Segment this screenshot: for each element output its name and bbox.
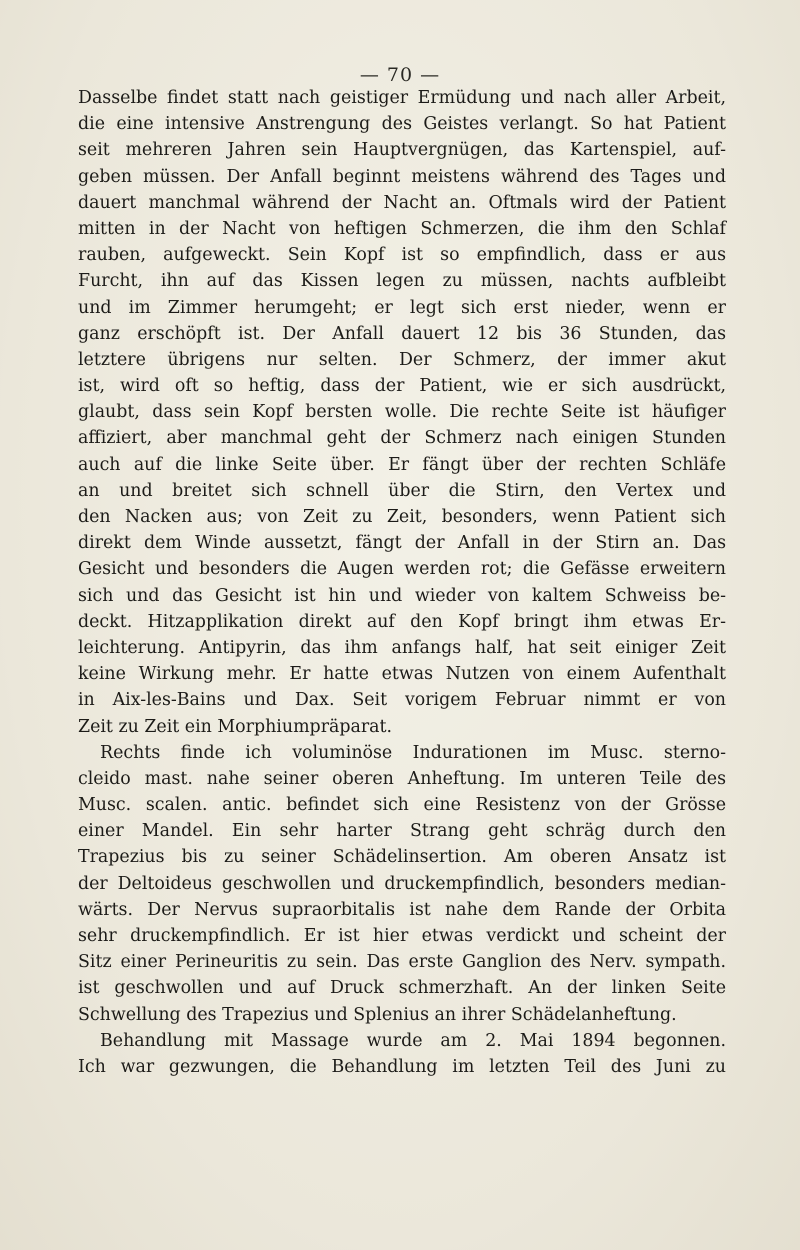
text-line: wärts. Der Nervus supraorbitalis ist nahe dem Rande der Orbita [78, 899, 726, 920]
text-line: ganz erschöpft ist. Der Anfall dauert 12 bis 36 Stunden, das [78, 323, 726, 344]
text-line: und im Zimmer herumgeht; er legt sich erst nieder, wenn er [78, 297, 726, 318]
text-line: leichterung. Antipyrin, das ihm anfangs half, hat seit einiger Zeit [78, 637, 726, 658]
text-line: den Nacken aus; von Zeit zu Zeit, besonders, wenn Patient sich [78, 507, 726, 527]
text-line: Sitz einer Perineuritis zu sein. Das erste Ganglion des Nerv. sympath. [78, 952, 726, 973]
text-line: sehr druckempfindlich. Er ist hier etwas verdickt und scheint der [78, 926, 726, 946]
text-line: direkt dem Winde aussetzt, fängt der Anfall in der Stirn an. Das [78, 533, 726, 554]
text-line: deckt. Hitzapplikation direkt auf den Kopf bringt ihm etwas Er- [78, 611, 726, 632]
body-text [78, 85, 726, 1080]
text-line: Ich war gezwungen, die Behandlung im letzten Teil des Juni zu [78, 1056, 726, 1077]
text-line: an und breitet sich schnell über die Stirn, den Vertex und [78, 480, 726, 501]
text-line: Trapezius bis zu seiner Schädelinsertion. Am oberen Ansatz ist [78, 847, 726, 868]
text-line: mitten in der Nacht von heftigen Schmerzen, die ihm den Schlaf [78, 218, 726, 239]
text-line: cleido mast. nahe seiner oberen Anheftung. Im unteren Teile des [78, 768, 726, 789]
text-line: Schwellung des Trapezius und Splenius an ihrer Schädelanheftung. [78, 1004, 677, 1025]
text-line: der Deltoideus geschwollen und druckempfindlich, besonders median- [78, 873, 726, 894]
text-line: Zeit zu Zeit ein Morphiumpräparat. [78, 716, 393, 737]
text-line: auch auf die linke Seite über. Er fängt über der rechten Schläfe [78, 454, 726, 475]
page-number: — 70 — [359, 64, 441, 86]
text-line: Dasselbe findet statt nach geistiger Ermüdung und nach aller Arbeit, [78, 88, 726, 108]
text-line: Musc. scalen. antic. befindet sich eine Resistenz von der Grösse [78, 795, 726, 816]
text-line: die eine intensive Anstrengung des Geistes verlangt. So hat Patient [78, 114, 726, 135]
text-line: rauben, aufgeweckt. Sein Kopf ist so empfindlich, dass er aus [78, 245, 726, 266]
text-line: ist, wird oft so heftig, dass der Patient, wie er sich ausdrückt, [78, 376, 726, 397]
text-line: geben müssen. Der Anfall beginnt meistens während des Tages und [78, 166, 726, 187]
text-line: in Aix-les-Bains und Dax. Seit vorigem Februar nimmt er von [78, 690, 726, 711]
text-line: Gesicht und besonders die Augen werden rot; die Gefässe erweitern [78, 559, 726, 580]
text-line: seit mehreren Jahren sein Hauptvergnügen, das Kartenspiel, auf- [78, 140, 726, 161]
text-line: einer Mandel. Ein sehr harter Strang geht schräg durch den [78, 821, 726, 842]
text-line: ist geschwollen und auf Druck schmerzhaft. An der linken Seite [78, 978, 726, 999]
text-line: letztere übrigens nur selten. Der Schmerz, der immer akut [78, 349, 726, 370]
text-line: dauert manchmal während der Nacht an. Oftmals wird der Patient [78, 192, 726, 213]
text-line: Rechts finde ich voluminöse Indurationen im Musc. sterno- [100, 742, 726, 763]
text-line: keine Wirkung mehr. Er hatte etwas Nutzen von einem Aufenthalt [78, 664, 726, 685]
text-line: Behandlung mit Massage wurde am 2. Mai 1894 begonnen. [100, 1030, 726, 1051]
text-line: Furcht, ihn auf das Kissen legen zu müssen, nachts aufbleibt [78, 271, 726, 292]
text-line: affiziert, aber manchmal geht der Schmerz nach einigen Stunden [78, 428, 726, 449]
text-line: glaubt, dass sein Kopf bersten wolle. Die rechte Seite ist häufiger [78, 402, 726, 423]
text-line: sich und das Gesicht ist hin und wieder von kaltem Schweiss be- [78, 585, 726, 606]
